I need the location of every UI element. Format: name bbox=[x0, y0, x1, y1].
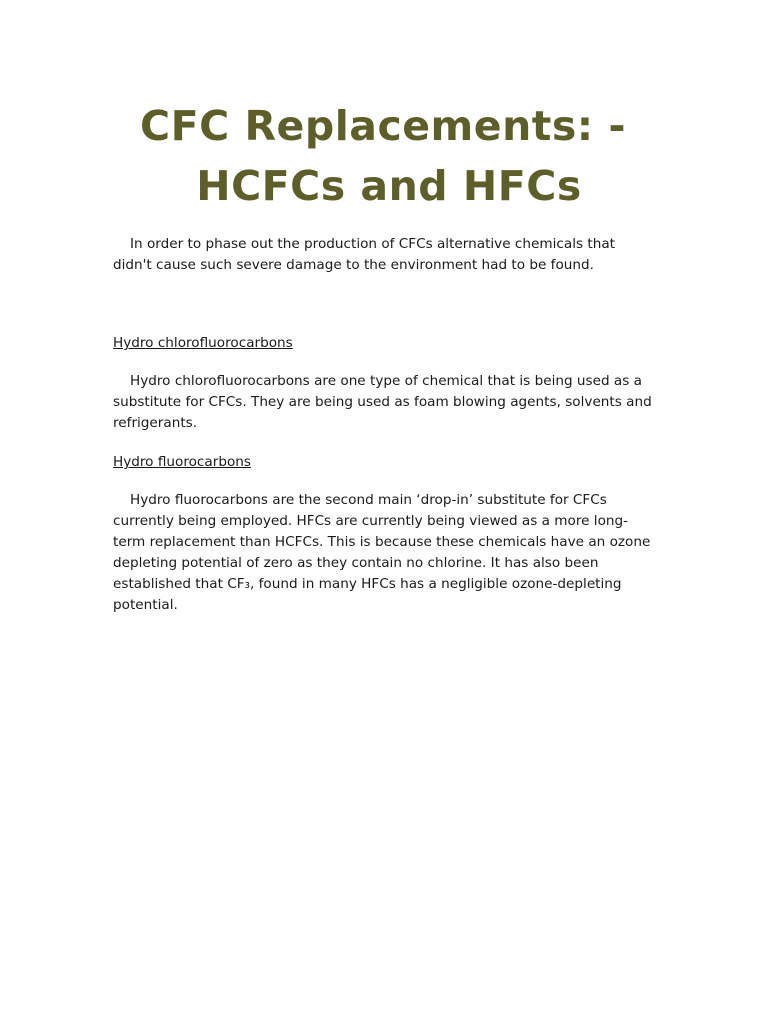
title-line-1: CFC Replacements: - bbox=[140, 102, 626, 150]
section-heading-hfc: Hydro fluorocarbons bbox=[113, 454, 251, 470]
section-paragraph-hfc bbox=[113, 490, 653, 616]
intro-paragraph bbox=[113, 234, 653, 276]
section-heading-hcfc: Hydro chlorofluorocarbons bbox=[113, 335, 293, 351]
section-paragraph-hcfc bbox=[113, 371, 653, 434]
section-text-hcfc: Hydro chlorofluorocarbons are one type of chemical that is being used as a substitute for CFCs. They are being used as foam blowing agents, solvents and refrigerants. bbox=[113, 373, 652, 431]
title-line-2: HCFCs and HFCs bbox=[196, 162, 582, 210]
intro-text: In order to phase out the production of CFCs alternative chemicals that didn't cause such severe damage to the environment had to be found. bbox=[113, 236, 615, 273]
page-title bbox=[113, 96, 653, 216]
section-text-hfc: Hydro fluorocarbons are the second main ‘drop-in’ substitute for CFCs currently being employed. HFCs are currently being viewed as a more long-term replacement than HCFCs. This is because these chemicals have an ozone depleting potential of zero as they contain no chlorine. It has also been established that CF₃, found in many HFCs has a negligible ozone-depleting potential. bbox=[113, 492, 651, 613]
